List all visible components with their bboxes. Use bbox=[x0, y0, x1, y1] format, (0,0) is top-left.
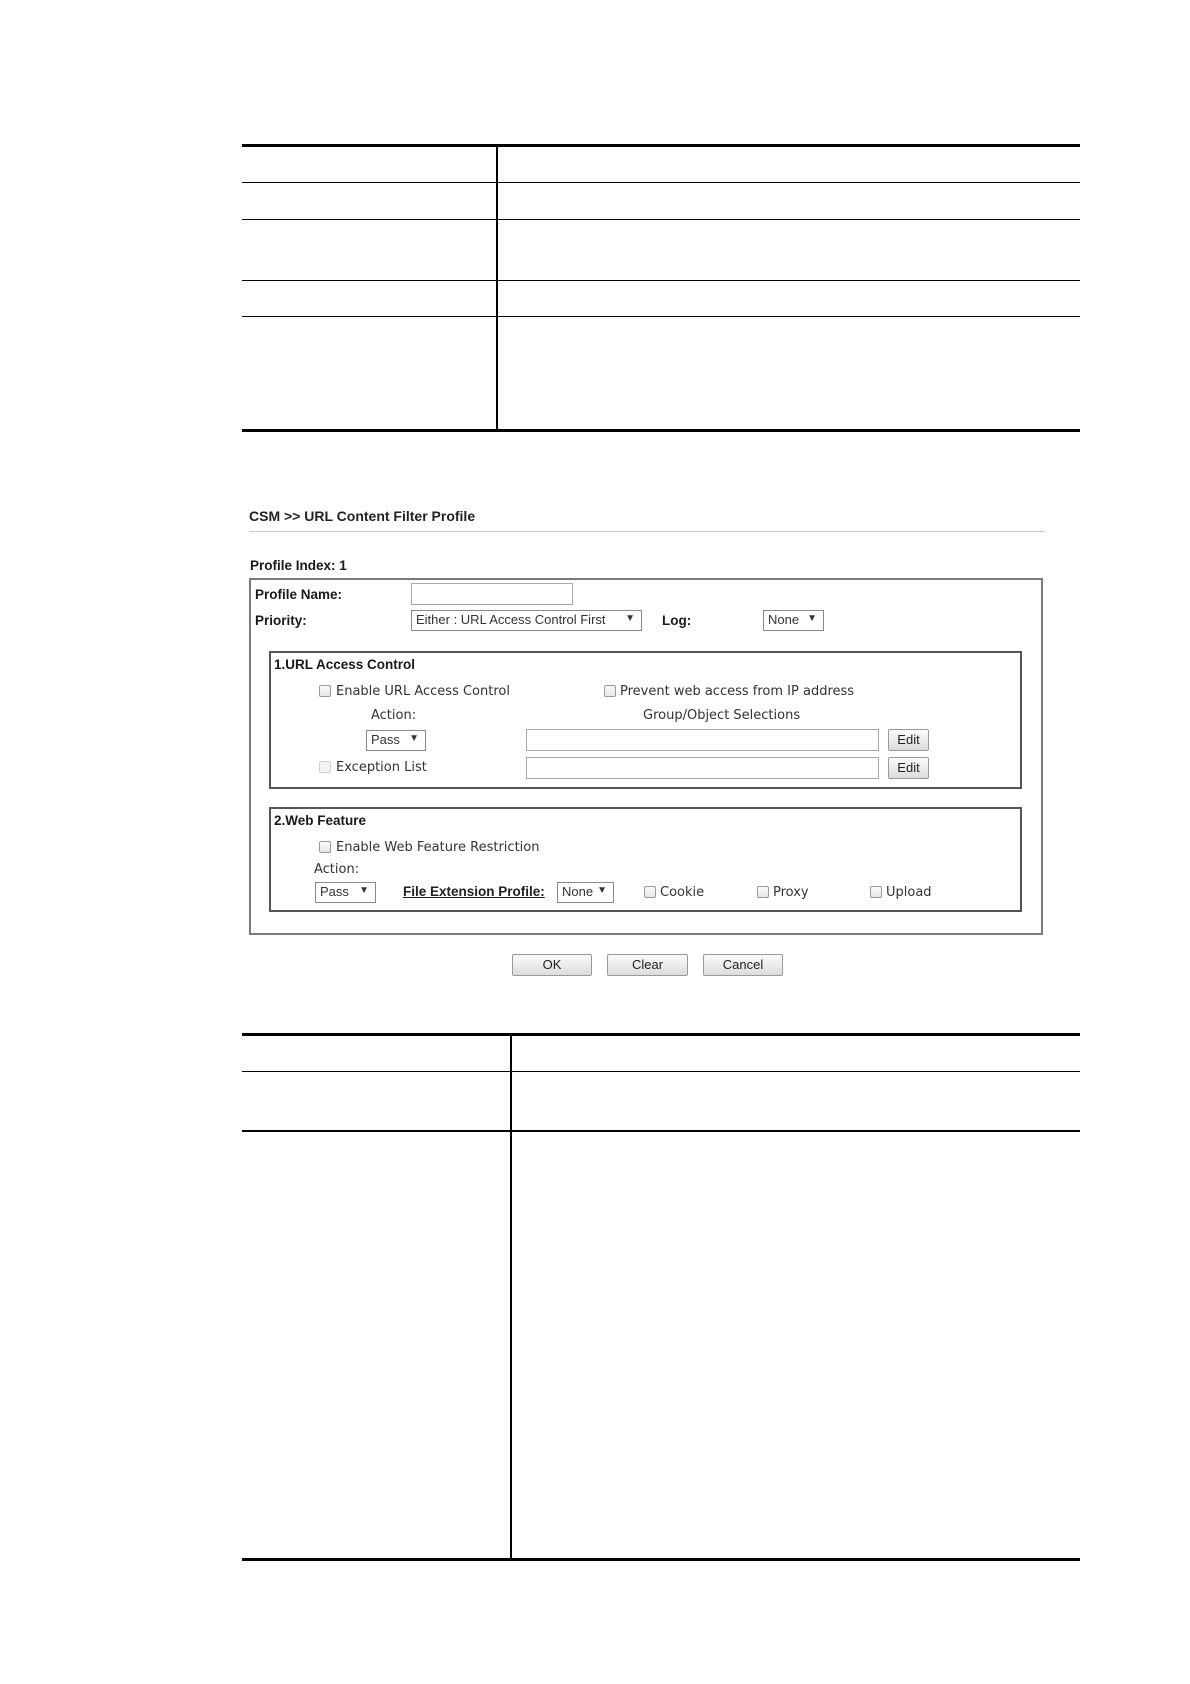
table-rule bbox=[242, 1558, 1080, 1561]
table-rule bbox=[242, 1130, 1080, 1132]
bottom-doc-table bbox=[242, 1033, 1080, 1561]
group-object-label: Group/Object Selections bbox=[643, 708, 801, 723]
table-rule bbox=[242, 144, 1080, 147]
cancel-button[interactable]: Cancel bbox=[703, 954, 783, 976]
profile-name-label: Profile Name: bbox=[255, 587, 343, 602]
cookie-label: Cookie bbox=[660, 885, 705, 900]
table-rule bbox=[242, 429, 1080, 432]
enable-url-access-label: Enable URL Access Control bbox=[336, 684, 510, 699]
ok-button[interactable]: OK bbox=[512, 954, 592, 976]
file-extension-select[interactable] bbox=[557, 882, 614, 903]
profile-index-label: Profile Index: 1 bbox=[250, 558, 347, 573]
url-action-label: Action: bbox=[371, 708, 417, 723]
file-extension-profile-link[interactable]: File Extension Profile: bbox=[403, 884, 545, 899]
profile-name-input[interactable] bbox=[411, 583, 573, 605]
priority-select-value: Either : URL Access Control First bbox=[416, 612, 606, 627]
group-object-edit-button[interactable]: Edit bbox=[888, 729, 929, 751]
table-rule bbox=[242, 316, 1080, 317]
table-column-divider bbox=[510, 1033, 512, 1561]
web-feature-heading: 2.Web Feature bbox=[274, 813, 367, 828]
group-object-input[interactable] bbox=[526, 729, 879, 751]
url-action-select-value: Pass bbox=[371, 732, 400, 747]
chevron-down-icon: ▼ bbox=[409, 733, 419, 744]
enable-url-access-checkbox[interactable] bbox=[319, 685, 331, 697]
url-access-control-heading: 1.URL Access Control bbox=[274, 657, 416, 672]
top-doc-table bbox=[242, 144, 1080, 432]
proxy-checkbox[interactable] bbox=[757, 886, 769, 898]
exception-list-checkbox[interactable] bbox=[319, 761, 331, 773]
chevron-down-icon: ▼ bbox=[597, 885, 607, 896]
table-rule bbox=[242, 1071, 1080, 1072]
exception-list-label: Exception List bbox=[336, 760, 427, 775]
prevent-ip-access-label: Prevent web access from IP address bbox=[620, 684, 855, 699]
table-rule bbox=[242, 280, 1080, 281]
exception-list-edit-button[interactable]: Edit bbox=[888, 757, 929, 779]
enable-web-feature-label: Enable Web Feature Restriction bbox=[336, 840, 540, 855]
file-extension-select-value: None bbox=[562, 884, 594, 899]
web-action-label: Action: bbox=[314, 862, 360, 877]
priority-label: Priority: bbox=[255, 613, 307, 628]
table-rule bbox=[242, 219, 1080, 220]
table-rule bbox=[242, 1033, 1080, 1036]
title-divider bbox=[249, 531, 1045, 532]
log-label: Log: bbox=[662, 613, 692, 628]
clear-button[interactable]: Clear bbox=[607, 954, 688, 976]
cookie-checkbox[interactable] bbox=[644, 886, 656, 898]
proxy-label: Proxy bbox=[773, 885, 809, 900]
log-select-value: None bbox=[768, 612, 800, 627]
upload-label: Upload bbox=[886, 885, 932, 900]
page-title: CSM >> URL Content Filter Profile bbox=[249, 508, 476, 524]
web-action-select[interactable] bbox=[315, 882, 376, 903]
prevent-ip-access-checkbox[interactable] bbox=[604, 685, 616, 697]
exception-list-input[interactable] bbox=[526, 757, 879, 779]
priority-select[interactable] bbox=[411, 610, 642, 631]
chevron-down-icon: ▼ bbox=[807, 613, 817, 624]
url-action-select[interactable] bbox=[366, 730, 426, 751]
table-column-divider bbox=[496, 144, 498, 432]
upload-checkbox[interactable] bbox=[870, 886, 882, 898]
log-select[interactable] bbox=[763, 610, 824, 631]
chevron-down-icon: ▼ bbox=[359, 885, 369, 896]
web-action-select-value: Pass bbox=[320, 884, 349, 899]
chevron-down-icon: ▼ bbox=[625, 613, 635, 624]
table-rule bbox=[242, 182, 1080, 183]
enable-web-feature-checkbox[interactable] bbox=[319, 841, 331, 853]
